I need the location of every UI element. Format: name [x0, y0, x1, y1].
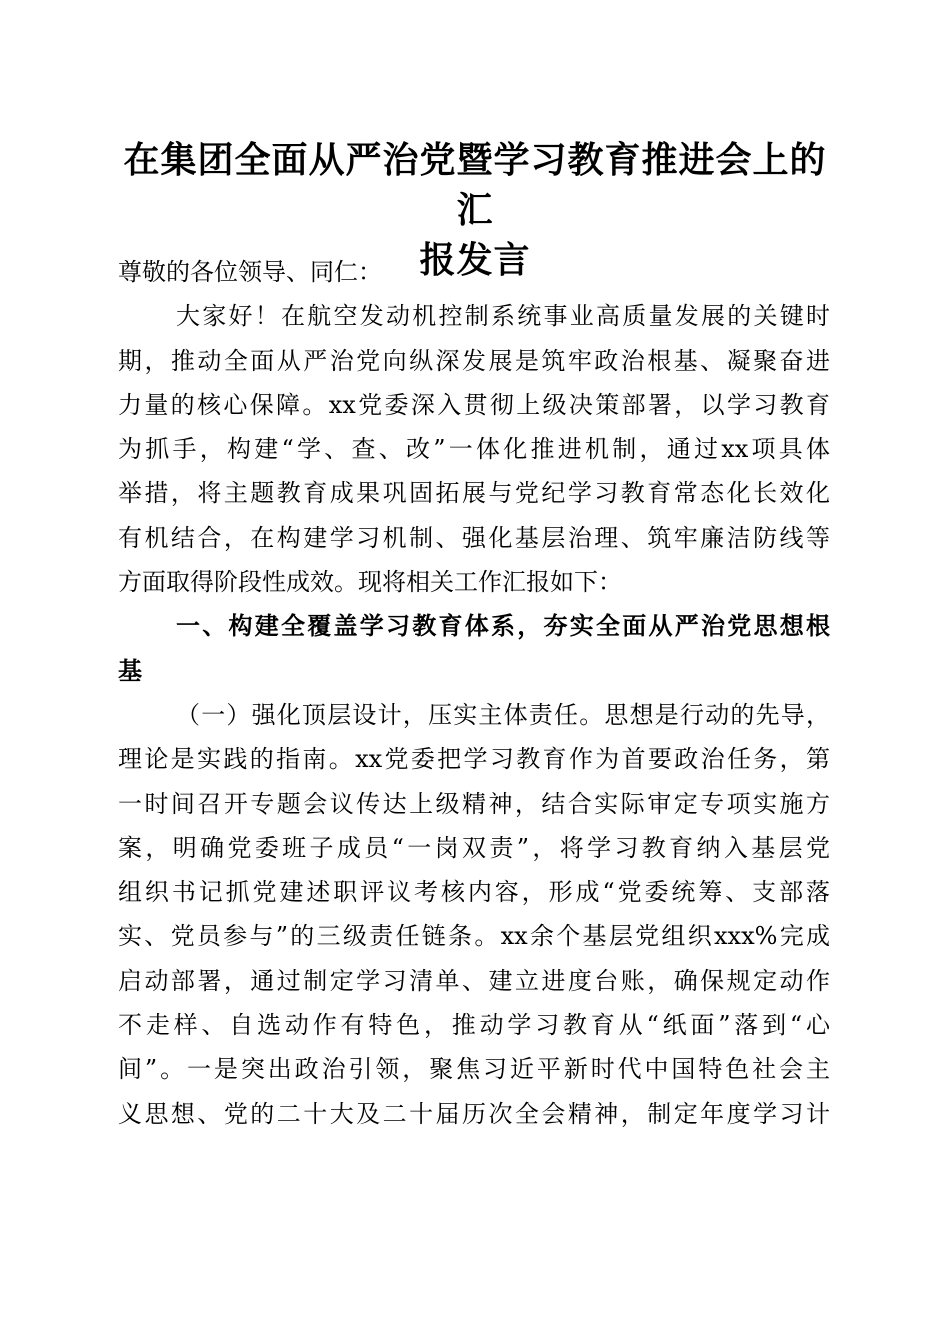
text-line: 一、构建全覆盖学习教育体系，夯实全面从严治党思想根 — [176, 611, 830, 641]
text-line: 启动部署，通过制定学习清单、建立进度台账，确保规定动作 — [118, 966, 830, 995]
paragraph — [118, 693, 830, 1136]
text-line: 组织书记抓党建述职评议考核内容，形成“党委统筹、支部落 — [118, 878, 830, 907]
section-heading — [118, 604, 830, 693]
text-line: 期，推动全面从严治党向纵深发展是筑牢政治根基、凝聚奋进 — [118, 346, 830, 375]
text-line: 方面取得阶段性成效。现将相关工作汇报如下： — [118, 568, 622, 597]
title-line: 报发言 — [419, 239, 531, 281]
text-line: 一时间召开专题会议传达上级精神，结合实际审定专项实施方 — [118, 789, 830, 818]
text-line: 大家好！在航空发动机控制系统事业高质量发展的关键时 — [176, 302, 830, 331]
document-body — [118, 250, 830, 1136]
text-line: 案，明确党委班子成员“一岗双责”，将学习教育纳入基层党 — [118, 833, 830, 862]
text-line: 理论是实践的指南。xx党委把学习教育作为首要政治任务，第 — [118, 745, 830, 774]
text-line: 实、党员参与”的三级责任链条。xx余个基层党组织xxx%完成 — [118, 922, 830, 951]
text-line: 间”。一是突出政治引领，聚焦习近平新时代中国特色社会主 — [118, 1055, 830, 1084]
text-line: 为抓手，构建“学、查、改”一体化推进机制，通过xx项具体 — [118, 435, 830, 464]
text-line: 举措，将主题教育成果巩固拓展与党纪学习教育常态化长效化 — [118, 479, 830, 508]
text-line: 义思想、党的二十大及二十届历次全会精神，制定年度学习计 — [118, 1099, 830, 1128]
paragraph — [118, 294, 830, 604]
text-line: 力量的核心保障。xx党委深入贯彻上级决策部署，以学习教育 — [118, 390, 830, 419]
text-line: 不走样、自选动作有特色，推动学习教育从“纸面”落到“心 — [118, 1011, 830, 1040]
title-line: 在集团全面从严治党暨学习教育推进会上的汇 — [123, 139, 827, 231]
text-line: 基 — [118, 655, 142, 685]
text-line: （一）强化顶层设计，压实主体责任。思想是行动的先导， — [176, 700, 830, 729]
text-line: 有机结合，在构建学习机制、强化基层治理、筑牢廉洁防线等 — [118, 523, 830, 552]
salutation: 尊敬的各位领导、同仁： — [118, 258, 382, 286]
